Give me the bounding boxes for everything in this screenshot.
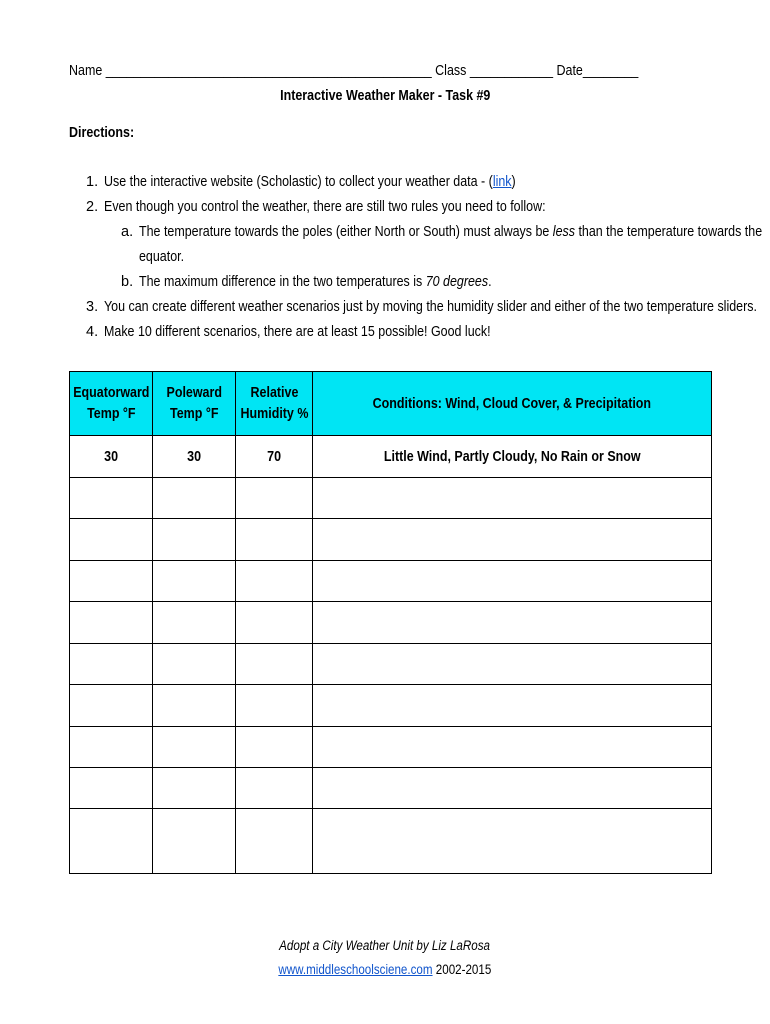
table-cell[interactable] — [70, 436, 153, 478]
name-label: Name — [69, 63, 103, 79]
list-number-4: 4. — [86, 324, 99, 340]
table-cell[interactable] — [313, 478, 711, 519]
table-cell[interactable] — [153, 644, 236, 685]
direction-item-2 — [104, 198, 617, 216]
directions-heading — [69, 124, 145, 142]
table-cell[interactable] — [236, 519, 313, 561]
table-cell[interactable] — [236, 602, 313, 644]
scholastic-link[interactable]: link — [492, 174, 512, 190]
direction-item-3 — [104, 298, 770, 316]
table-cell[interactable] — [236, 644, 313, 685]
direction-subitem-a — [139, 223, 770, 241]
table-cell[interactable] — [70, 727, 153, 768]
direction-item-4-text: Make 10 different scenarios, there are at least 15 possible! Good luck! — [104, 324, 491, 340]
table-cell[interactable] — [70, 519, 153, 561]
class-label: Class — [435, 63, 467, 79]
name-blank[interactable]: _______________________________________________ — [105, 63, 432, 79]
table-cell[interactable] — [70, 644, 153, 685]
date-label: Date — [556, 63, 583, 79]
table-header-cell — [236, 372, 313, 436]
table-cell[interactable] — [70, 478, 153, 519]
table-cell[interactable] — [70, 809, 153, 873]
table-cell[interactable] — [313, 602, 711, 644]
subitem-b-text: The maximum difference in the two temperatures is — [139, 274, 426, 290]
table-header-line1: Equatorward — [73, 385, 150, 401]
table-cell[interactable] — [153, 561, 236, 602]
list-number-1: 1. — [86, 174, 99, 190]
table-header-label — [167, 383, 222, 425]
direction-item-2-text: Even though you control the weather, there are still two rules you need to follow: — [104, 199, 546, 215]
directions-heading-text: Directions: — [69, 125, 135, 141]
table-header-line1: Poleward — [166, 385, 223, 401]
footer-url-link[interactable]: www.middleschoolsciene.com — [278, 962, 433, 977]
date-blank[interactable]: ________ — [582, 63, 639, 79]
table-header-cell — [313, 372, 711, 436]
table-cell[interactable] — [153, 768, 236, 809]
table-cell[interactable] — [236, 436, 313, 478]
subitem-a-emphasis: less — [552, 224, 575, 240]
sublist-letter-a: a. — [121, 224, 134, 240]
table-cell[interactable] — [313, 519, 711, 561]
table-header-line1: Conditions: Wind, Cloud Cover, & Precipitation — [372, 395, 652, 412]
table-cell[interactable] — [313, 644, 711, 685]
footer-years: 2002-2015 — [432, 962, 492, 977]
table-cell[interactable] — [153, 727, 236, 768]
table-cell[interactable] — [70, 561, 153, 602]
table-cell[interactable] — [236, 768, 313, 809]
subitem-b-text-after: . — [488, 274, 492, 290]
table-cell[interactable] — [153, 602, 236, 644]
table-cell[interactable] — [313, 768, 711, 809]
table-header-label — [373, 394, 651, 415]
subitem-a-continuation-text: equator. — [139, 249, 185, 265]
table-header-label — [73, 383, 149, 425]
table-cell[interactable] — [236, 478, 313, 519]
table-cell[interactable] — [153, 436, 236, 478]
table-header-line2: Humidity % — [240, 406, 309, 422]
name-class-date-row — [69, 62, 731, 80]
direction-subitem-b — [139, 273, 549, 291]
subitem-a-text-after: than the temperature towards the — [574, 224, 763, 240]
sublist-letter-b: b. — [121, 274, 134, 290]
weather-data-table — [69, 371, 712, 874]
table-header-cell — [70, 372, 153, 436]
direction-item-4 — [104, 323, 554, 341]
table-cell[interactable] — [70, 685, 153, 727]
table-cell-value: Little Wind, Partly Cloudy, No Rain or Snow — [383, 449, 641, 465]
table-cell[interactable] — [236, 561, 313, 602]
table-cell[interactable] — [313, 727, 711, 768]
table-header-cell — [153, 372, 236, 436]
page-title-text: Interactive Weather Maker - Task #9 — [279, 88, 491, 104]
table-cell[interactable] — [313, 685, 711, 727]
list-number-3: 3. — [86, 299, 99, 315]
table-cell-value: 30 — [187, 449, 202, 465]
table-cell[interactable] — [236, 809, 313, 873]
table-cell[interactable] — [313, 809, 711, 873]
footer-credit-text: Adopt a City Weather Unit by Liz LaRosa — [279, 938, 491, 953]
table-cell-value: 30 — [104, 449, 119, 465]
direction-item-3-text: You can create different weather scenarios just by moving the humidity slider and either of the two temperature sliders. — [104, 299, 757, 315]
subitem-a-text: The temperature towards the poles (either North or South) must always be — [139, 224, 553, 240]
table-cell[interactable] — [70, 602, 153, 644]
subitem-b-emphasis: 70 degrees — [425, 274, 489, 290]
table-cell[interactable] — [153, 809, 236, 873]
table-cell[interactable] — [153, 685, 236, 727]
list-number-2: 2. — [86, 199, 99, 215]
table-cell[interactable] — [153, 478, 236, 519]
table-header-line1: Relative — [250, 385, 299, 401]
table-cell-value: 70 — [267, 449, 282, 465]
direction-item-1-close: ) — [511, 174, 516, 190]
direction-subitem-a-continuation — [139, 248, 191, 266]
table-header-line2: Temp °F — [170, 406, 219, 422]
table-cell[interactable] — [313, 436, 711, 478]
page-title — [0, 87, 770, 105]
table-header-line2: Temp °F — [87, 406, 136, 422]
table-cell[interactable] — [313, 561, 711, 602]
table-cell[interactable] — [236, 685, 313, 727]
footer-url-line — [0, 961, 770, 979]
table-header-label — [241, 383, 309, 425]
footer-credit — [0, 937, 770, 955]
table-cell[interactable] — [236, 727, 313, 768]
direction-item-1 — [104, 173, 583, 191]
table-cell[interactable] — [153, 519, 236, 561]
direction-item-1-text: Use the interactive website (Scholastic) to collect your weather data - ( — [104, 174, 493, 190]
table-cell[interactable] — [70, 768, 153, 809]
class-blank[interactable]: ____________ — [469, 63, 554, 79]
